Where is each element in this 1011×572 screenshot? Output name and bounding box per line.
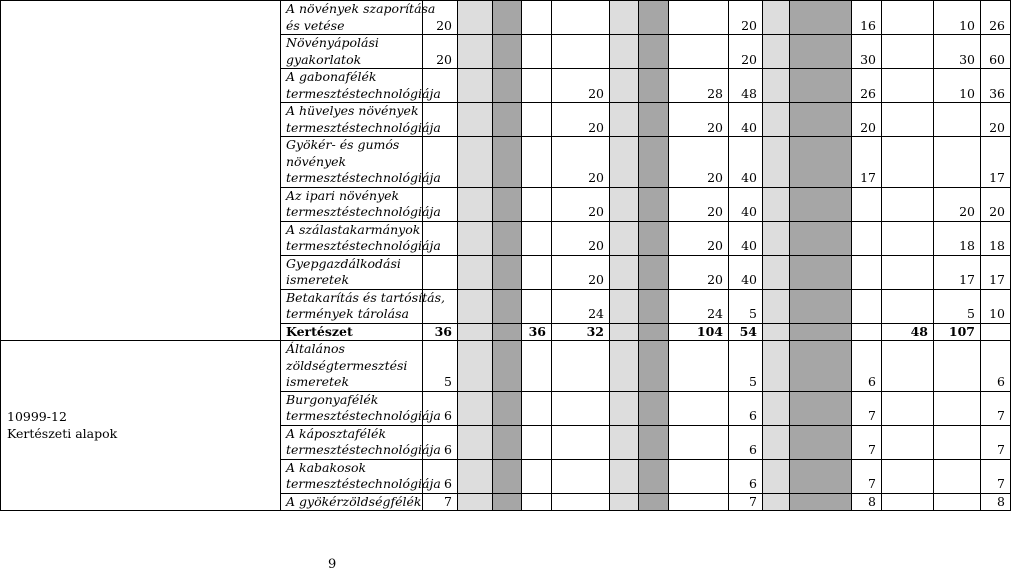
hours-cell: 7 (981, 425, 1011, 459)
table-row (1, 1, 1011, 35)
hours-cell: 107 (934, 323, 981, 341)
topic-line: termesztéstechnológiája (286, 442, 441, 457)
spacer-cell (763, 103, 790, 137)
spacer-cell (790, 35, 852, 69)
hours-cell (882, 35, 934, 69)
hours-cell (882, 69, 934, 103)
hours-cell: 7 (729, 493, 763, 511)
hours-cell (882, 341, 934, 392)
spacer-cell (639, 1, 669, 35)
hours-cell: 7 (981, 391, 1011, 425)
topic-cell (281, 459, 441, 493)
topic-line: Általános (286, 341, 345, 356)
hours-cell (522, 493, 552, 511)
spacer-cell (763, 391, 790, 425)
hours-cell (522, 255, 552, 289)
module-cell-empty (1, 1, 281, 341)
hours-cell: 5 (729, 341, 763, 392)
spacer-cell (763, 187, 790, 221)
topic-line: Betakarítás és tartósítás, (286, 289, 445, 305)
hours-cell: 6 (729, 459, 763, 493)
spacer-cell (790, 459, 852, 493)
topic-line: A szálastakarmányok (286, 221, 421, 237)
topic-line: gyakorlatok (286, 51, 362, 67)
hours-cell: 24 (552, 289, 610, 323)
spacer-cell (493, 187, 522, 221)
spacer-cell (790, 341, 852, 392)
spacer-cell (610, 187, 639, 221)
spacer-cell (639, 323, 669, 341)
spacer-cell (458, 137, 493, 188)
hours-cell: 40 (729, 221, 763, 255)
spacer-cell (493, 391, 522, 425)
spacer-cell (610, 1, 639, 35)
hours-cell (552, 493, 610, 511)
topic-line: termesztéstechnológiája (286, 170, 441, 185)
topic-line: termesztéstechnológiája (286, 476, 441, 491)
spacer-cell (493, 323, 522, 341)
hours-cell (934, 341, 981, 392)
hours-cell (522, 459, 552, 493)
hours-cell: 104 (669, 323, 729, 341)
hours-cell: 7 (852, 391, 882, 425)
topic-line: Növényápolási (286, 35, 379, 50)
topic-cell (281, 137, 441, 188)
hours-cell (552, 459, 610, 493)
topic-cell (281, 425, 441, 459)
topic-line: A növények szaporítása (286, 1, 436, 16)
hours-cell (934, 493, 981, 511)
hours-cell (669, 459, 729, 493)
spacer-cell (790, 391, 852, 425)
spacer-cell (639, 187, 669, 221)
hours-cell: 20 (934, 187, 981, 221)
hours-cell: 48 (882, 323, 934, 341)
spacer-cell (790, 221, 852, 255)
spacer-cell (610, 137, 639, 188)
spacer-cell (458, 493, 493, 511)
hours-cell: 20 (552, 137, 610, 188)
hours-cell: 20 (552, 103, 610, 137)
hours-cell: 36 (522, 323, 552, 341)
hours-cell: 36 (981, 69, 1011, 103)
hours-cell (522, 35, 552, 69)
hours-cell (882, 425, 934, 459)
hours-cell: 40 (729, 255, 763, 289)
hours-cell: 20 (552, 187, 610, 221)
topic-line: ismeretek (286, 374, 350, 389)
spacer-cell (610, 459, 639, 493)
spacer-cell (790, 323, 852, 341)
topic-line: termesztéstechnológiája (286, 85, 441, 101)
spacer-cell (610, 289, 639, 323)
spacer-cell (790, 425, 852, 459)
hours-cell: 17 (981, 137, 1011, 188)
hours-cell (934, 137, 981, 188)
topic-cell (281, 289, 445, 323)
page-number: 9 (328, 557, 337, 572)
hours-cell: 40 (729, 103, 763, 137)
hours-cell: 30 (934, 35, 981, 69)
topic-line: Kertészet (286, 323, 353, 339)
spacer-cell (610, 35, 639, 69)
hours-cell: 8 (981, 493, 1011, 511)
hours-cell: 48 (729, 69, 763, 103)
hours-cell: 6 (729, 425, 763, 459)
hours-cell (882, 493, 934, 511)
hours-cell: 10 (934, 69, 981, 103)
spacer-cell (458, 103, 493, 137)
hours-cell (552, 425, 610, 459)
hours-cell (882, 103, 934, 137)
hours-cell: 5 (423, 341, 458, 392)
hours-cell (669, 425, 729, 459)
module-code: 10999-12 (7, 409, 67, 424)
spacer-cell (458, 69, 493, 103)
hours-cell: 7 (423, 493, 458, 511)
hours-cell: 26 (981, 1, 1011, 35)
spacer-cell (763, 221, 790, 255)
hours-cell: 20 (669, 103, 729, 137)
spacer-cell (639, 289, 669, 323)
topic-line: Burgonyafélék (286, 391, 379, 407)
topic-line: zöldségtermesztési (286, 357, 408, 373)
spacer-cell (458, 289, 493, 323)
hours-cell: 8 (852, 493, 882, 511)
topic-line: termesztéstechnológiája (286, 204, 441, 219)
topic-line: termények tárolása (286, 306, 409, 321)
spacer-cell (639, 341, 669, 392)
hours-cell: 20 (423, 1, 458, 35)
topic-line: és vetése (286, 17, 345, 33)
topic-line: Gyepgazdálkodási (286, 255, 401, 271)
hours-cell (934, 425, 981, 459)
hours-cell (882, 1, 934, 35)
spacer-cell (763, 35, 790, 69)
spacer-cell (639, 493, 669, 511)
hours-cell (522, 391, 552, 425)
hours-cell: 20 (552, 69, 610, 103)
hours-cell: 24 (669, 289, 729, 323)
spacer-cell (493, 493, 522, 511)
spacer-cell (639, 103, 669, 137)
module-name: Kertészeti alapok (7, 425, 118, 441)
spacer-cell (790, 255, 852, 289)
hours-cell: 20 (423, 35, 458, 69)
spacer-cell (493, 425, 522, 459)
spacer-cell (763, 323, 790, 341)
hours-cell: 6 (423, 459, 458, 493)
hours-cell: 20 (669, 137, 729, 188)
hours-cell: 7 (852, 459, 882, 493)
hours-cell: 10 (934, 1, 981, 35)
hours-cell: 20 (669, 255, 729, 289)
topic-cell (281, 35, 423, 69)
topic-line: növények (286, 153, 347, 169)
spacer-cell (790, 493, 852, 511)
hours-cell (934, 103, 981, 137)
hours-cell (882, 221, 934, 255)
spacer-cell (790, 1, 852, 35)
hours-cell (852, 221, 882, 255)
hours-cell (522, 341, 552, 392)
spacer-cell (763, 341, 790, 392)
spacer-cell (493, 137, 522, 188)
hours-cell: 6 (423, 425, 458, 459)
topic-line: A káposztafélék (286, 425, 387, 441)
hours-cell: 30 (852, 35, 882, 69)
spacer-cell (610, 341, 639, 392)
spacer-cell (763, 1, 790, 35)
hours-cell: 16 (852, 1, 882, 35)
spacer-cell (610, 255, 639, 289)
spacer-cell (458, 391, 493, 425)
spacer-cell (493, 103, 522, 137)
spacer-cell (458, 1, 493, 35)
spacer-cell (790, 137, 852, 188)
hours-cell: 20 (729, 35, 763, 69)
hours-cell (852, 323, 882, 341)
hours-cell: 18 (934, 221, 981, 255)
topic-cell (281, 391, 441, 425)
hours-cell (552, 35, 610, 69)
hours-cell: 20 (981, 103, 1011, 137)
spacer-cell (763, 459, 790, 493)
topic-line: A gabonafélék (286, 69, 377, 84)
topic-line: A kabakosok (286, 459, 367, 475)
hours-cell (852, 255, 882, 289)
module-cell (1, 341, 281, 511)
spacer-cell (763, 137, 790, 188)
hours-cell (522, 221, 552, 255)
hours-cell (522, 69, 552, 103)
spacer-cell (763, 425, 790, 459)
hours-cell (882, 459, 934, 493)
hours-cell: 54 (729, 323, 763, 341)
topic-cell (281, 187, 441, 221)
spacer-cell (493, 69, 522, 103)
hours-cell (852, 187, 882, 221)
spacer-cell (763, 289, 790, 323)
hours-cell: 20 (852, 103, 882, 137)
hours-cell: 28 (669, 69, 729, 103)
spacer-cell (790, 103, 852, 137)
hours-cell: 18 (981, 221, 1011, 255)
spacer-cell (610, 221, 639, 255)
hours-cell (882, 187, 934, 221)
hours-cell (669, 391, 729, 425)
spacer-cell (790, 69, 852, 103)
spacer-cell (610, 425, 639, 459)
topic-cell (281, 255, 423, 289)
table-row (1, 341, 1011, 392)
spacer-cell (493, 221, 522, 255)
topic-line: Az ipari növények (286, 187, 400, 203)
hours-cell (669, 493, 729, 511)
hours-cell (669, 35, 729, 69)
spacer-cell (493, 255, 522, 289)
hours-cell: 6 (981, 341, 1011, 392)
topic-line: Gyökér- és gumós (286, 137, 400, 152)
hours-cell (552, 341, 610, 392)
spacer-cell (763, 493, 790, 511)
hours-cell: 36 (423, 323, 458, 341)
spacer-cell (639, 221, 669, 255)
spacer-cell (639, 425, 669, 459)
spacer-cell (790, 187, 852, 221)
hours-cell (522, 1, 552, 35)
spacer-cell (610, 323, 639, 341)
hours-cell: 20 (669, 187, 729, 221)
hours-cell (522, 187, 552, 221)
spacer-cell (639, 137, 669, 188)
topic-cell (281, 493, 423, 511)
hours-cell: 20 (552, 221, 610, 255)
spacer-cell (610, 391, 639, 425)
hours-cell (669, 1, 729, 35)
hours-cell: 17 (934, 255, 981, 289)
hours-cell (882, 255, 934, 289)
hours-cell (934, 391, 981, 425)
topic-line: A gyökérzöldségfélék (286, 493, 422, 509)
spacer-cell (610, 493, 639, 511)
spacer-cell (639, 255, 669, 289)
topic-line: termesztéstechnológiája (286, 119, 441, 135)
hours-cell: 5 (934, 289, 981, 323)
topic-line: termesztéstechnológiája (286, 408, 441, 423)
hours-cell: 7 (981, 459, 1011, 493)
topic-cell (281, 1, 436, 35)
spacer-cell (763, 255, 790, 289)
spacer-cell (493, 289, 522, 323)
hours-cell: 6 (423, 391, 458, 425)
spacer-cell (458, 323, 493, 341)
hours-cell (669, 341, 729, 392)
spacer-cell (639, 459, 669, 493)
hours-cell: 20 (729, 1, 763, 35)
hours-cell: 20 (669, 221, 729, 255)
topic-cell (281, 103, 441, 137)
spacer-cell (493, 341, 522, 392)
hours-cell (423, 255, 458, 289)
hours-cell: 20 (981, 187, 1011, 221)
spacer-cell (458, 341, 493, 392)
spacer-cell (493, 1, 522, 35)
topic-cell (281, 323, 423, 341)
hours-cell (552, 391, 610, 425)
spacer-cell (458, 221, 493, 255)
hours-cell: 60 (981, 35, 1011, 69)
hours-cell: 17 (981, 255, 1011, 289)
topic-cell (281, 221, 441, 255)
hours-cell: 20 (552, 255, 610, 289)
topic-line: A hüvelyes növények (286, 103, 419, 118)
hours-cell: 26 (852, 69, 882, 103)
spacer-cell (639, 35, 669, 69)
hours-cell (522, 425, 552, 459)
topic-cell (281, 69, 441, 103)
spacer-cell (458, 459, 493, 493)
hours-cell (552, 1, 610, 35)
hours-cell: 17 (852, 137, 882, 188)
hours-cell (522, 137, 552, 188)
spacer-cell (763, 69, 790, 103)
spacer-cell (493, 459, 522, 493)
hours-cell: 10 (981, 289, 1011, 323)
spacer-cell (458, 255, 493, 289)
spacer-cell (493, 35, 522, 69)
topic-cell (281, 341, 423, 392)
topic-line: termesztéstechnológiája (286, 238, 441, 253)
hours-cell: 40 (729, 187, 763, 221)
spacer-cell (610, 69, 639, 103)
hours-cell: 6 (852, 341, 882, 392)
hours-cell (882, 391, 934, 425)
hours-cell: 5 (729, 289, 763, 323)
hours-cell (522, 103, 552, 137)
spacer-cell (458, 425, 493, 459)
hours-cell (522, 289, 552, 323)
hours-cell: 7 (852, 425, 882, 459)
spacer-cell (610, 103, 639, 137)
spacer-cell (639, 391, 669, 425)
spacer-cell (790, 289, 852, 323)
hours-cell: 40 (729, 137, 763, 188)
hours-cell (882, 289, 934, 323)
hours-cell (882, 137, 934, 188)
spacer-cell (458, 35, 493, 69)
spacer-cell (639, 69, 669, 103)
hours-cell (934, 459, 981, 493)
hours-cell (852, 289, 882, 323)
spacer-cell (458, 187, 493, 221)
hours-cell: 32 (552, 323, 610, 341)
topic-line: ismeretek (286, 272, 350, 287)
hours-cell (981, 323, 1011, 341)
hours-cell: 6 (729, 391, 763, 425)
